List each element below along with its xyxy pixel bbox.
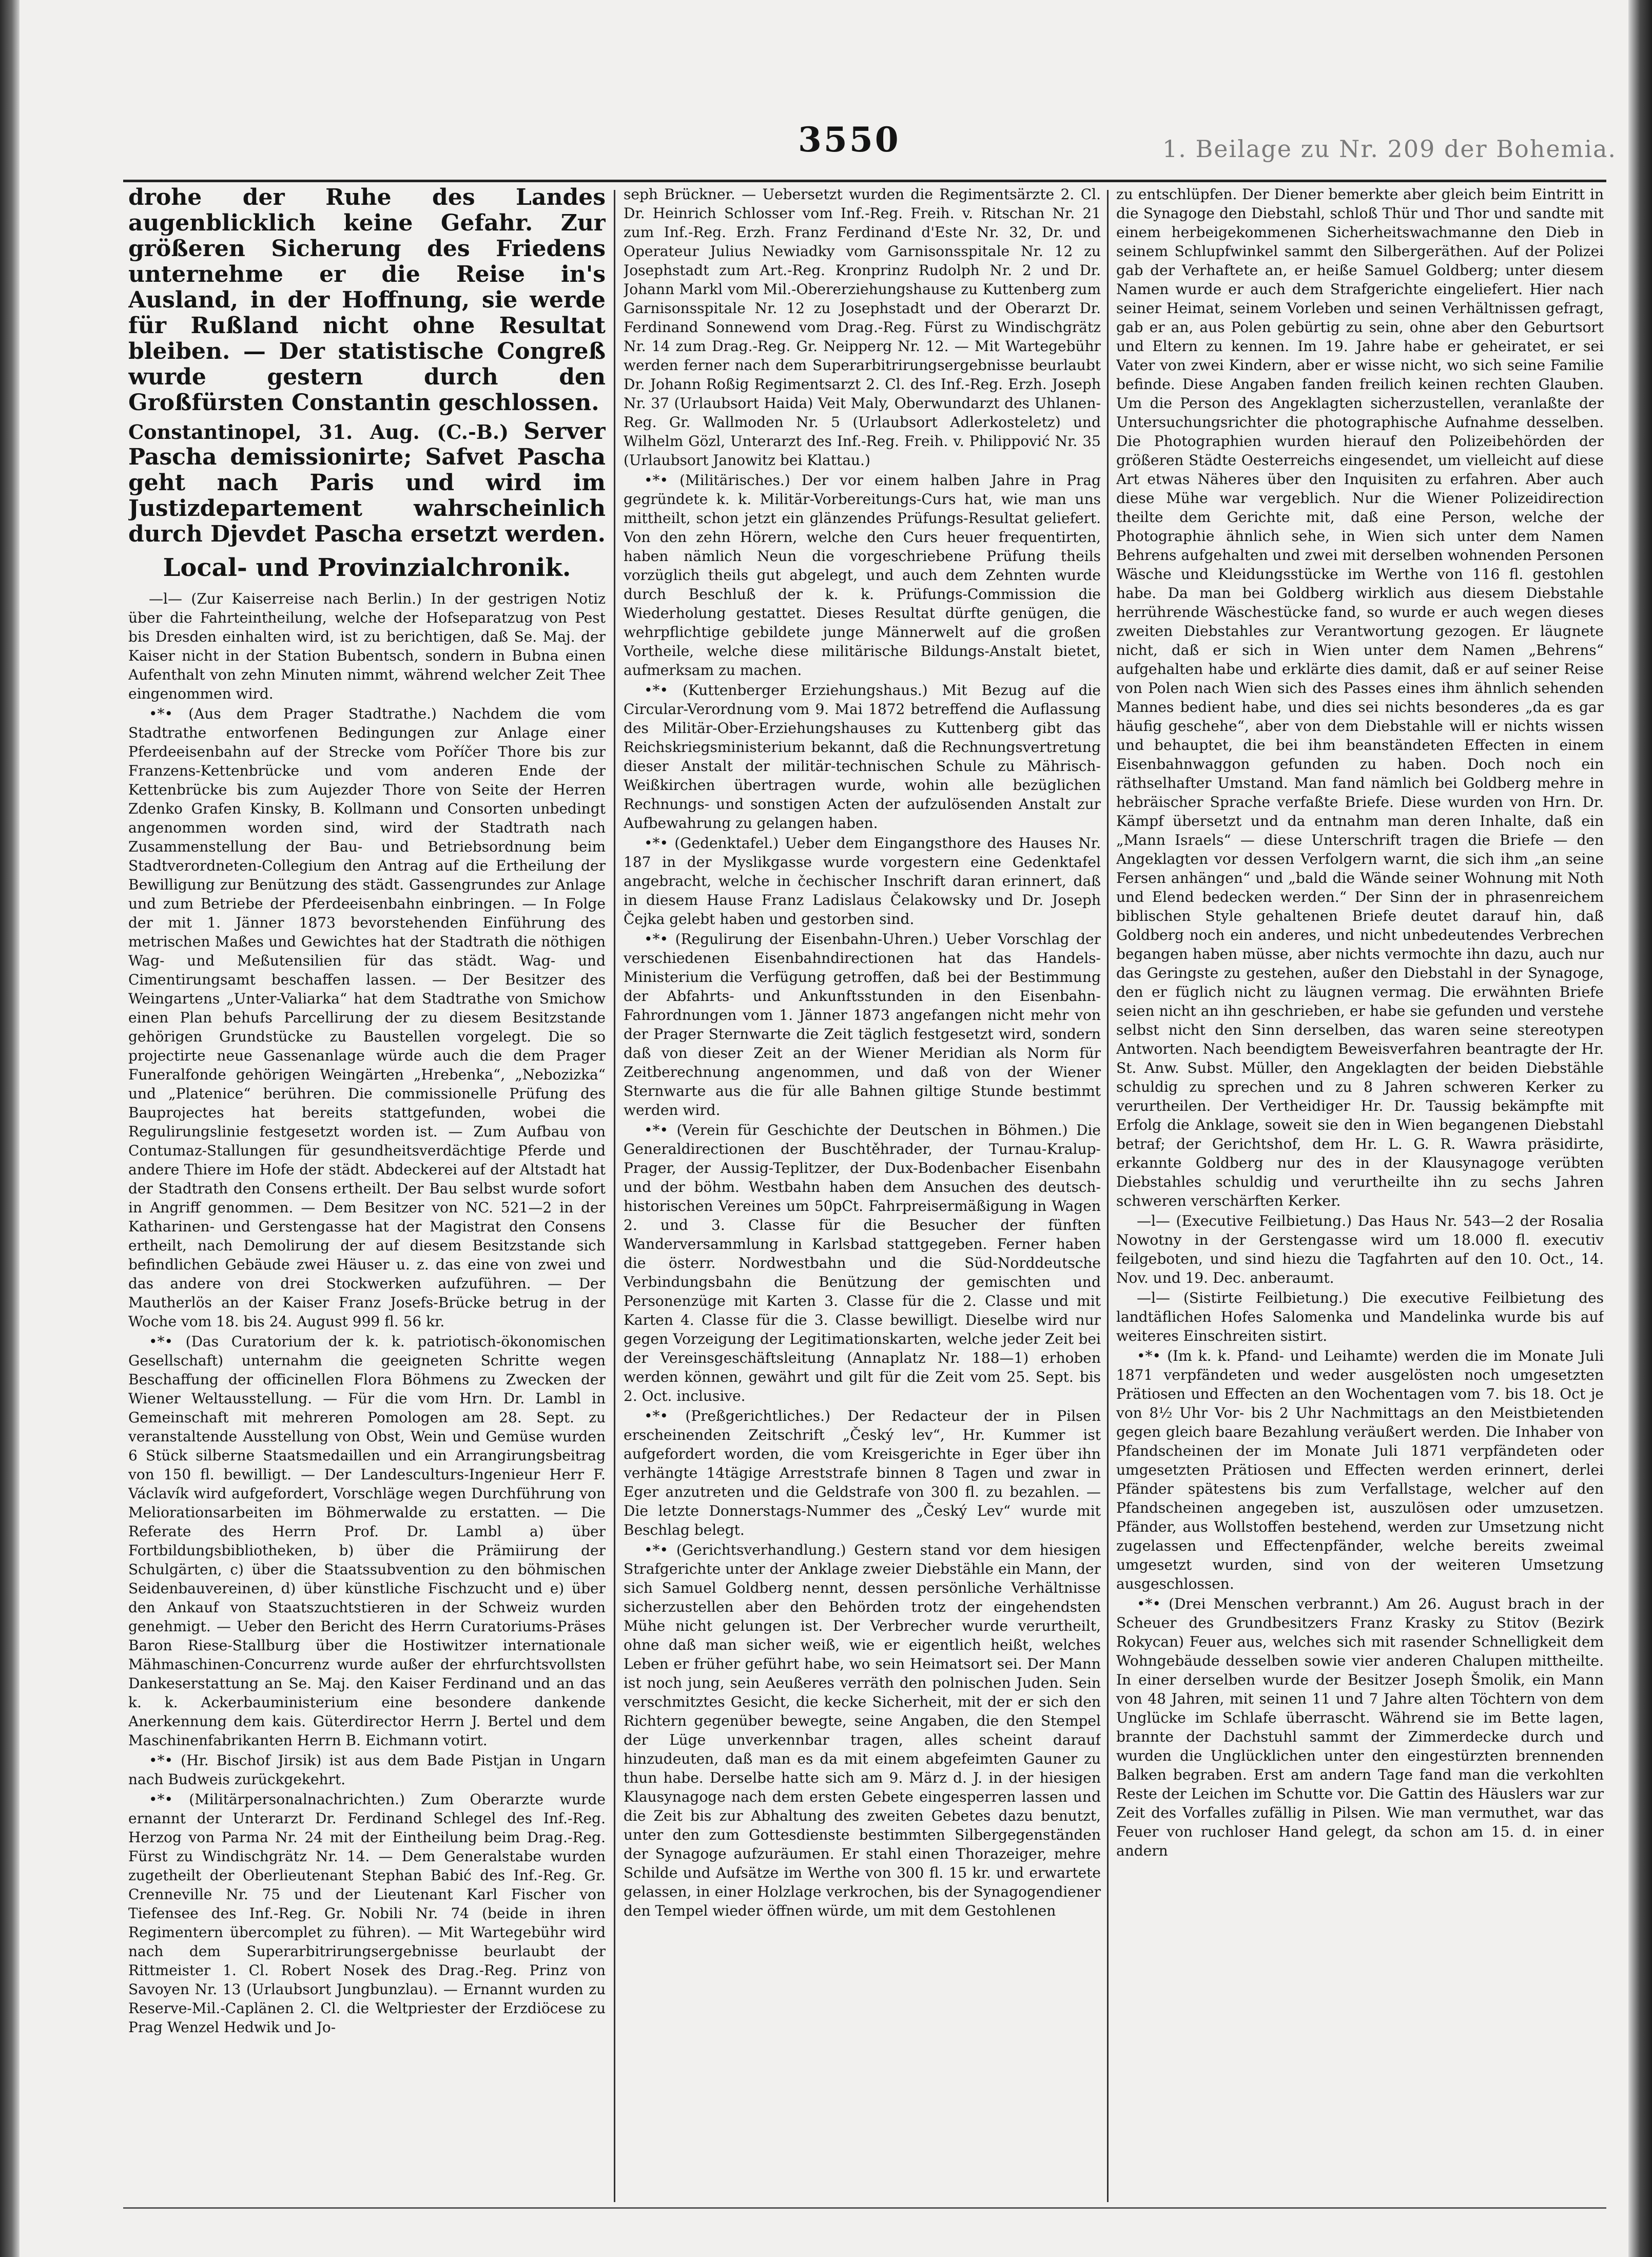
news-item: •*• (Militärisches.) Der vor einem halben Jahre in Prag gegründete k. k. Militär-Vorbereitungs-Curs hat, wie man uns mittheilt, schon jetzt ein glänzendes Prüfungs-Resultat geliefert. Von den zehn Hörern, welche den Curs heuer frequentirten, haben nämlich Neun die vorgeschriebene Prüfung theils vorzüglich theils gut abgelegt, und auch dem Zehnten wurde durch Beschluß der k. k. Prüfungs-Commission die Wiederholung gestattet. Dieses Resultat dürfte genügen, die wehrpflichtige gebildete junge Männerwelt auf die großen Vortheile, welche diese militärische Bildungs-Anstalt bietet, aufmerksam zu machen. [624,472,1101,679]
lead-paragraph: drohe der Ruhe des Landes augenblicklich keine Gefahr. Zur größeren Sicherung des Friedens unternehme er die Reise in's Ausland, in der Hoffnung, sie werde für Rußland nicht ohne Resultat bleiben. — Der statistische Congreß wurde gestern durch den Großfürsten Constantin geschlossen. [128,185,606,416]
header-rule [123,180,1606,182]
news-item: •*• (Das Curatorium der k. k. patriotisch-ökonomischen Gesellschaft) unternahm die geeigneten Schritte wegen Beschaffung der officinellen Flora Böhmens zu Zwecken der Wiener Weltausstellung. — Für die vom Hrn. Dr. Lambl in Gemeinschaft mit mehreren Pomologen am 28. Sept. zu veranstaltende Ausstellung von Obst, Wein und Gemüse wurden 6 Stück silberne Staatsmedaillen und ein Arrangirungsbeitrag von 150 fl. bewilligt. — Der Landesculturs-Ingenieur Herr F. Václavík wird aufgefordert, Vorschläge wegen Durchführung von Meliorationsarbeiten im Böhmerwalde zu erstatten. — Die Referate des Herrn Prof. Dr. Lambl a) über Fortbildungsbibliotheken, b) über die Prämiirung der Schulgärten, c) über die Staatssubvention zu den böhmischen Seidenbauvereinen, d) über künstliche Fischzucht und e) über den Ankauf von Staatszuchtstieren in der Schweiz wurden genehmigt. — Ueber den Bericht des Herrn Curatoriums-Präses Baron Riese-Stallburg über die Hostiwitzer internationale Mähmaschinen-Concurrenz wurde außer der ehrfurchtsvollsten Dankeserstattung an Se. Maj. den Kaiser Ferdinand und an das k. k. Ackerbauministerium eine besondere dankende Anerkennung dem kais. Güterdirector Herrn J. Bertel und dem Maschinenfabrikanten Herrn B. Eichmann votirt. [128,1333,606,1749]
news-item: seph Brückner. — Uebersetzt wurden die Regimentsärzte 2. Cl. Dr. Heinrich Schlosser vom Inf.-Reg. Freih. v. Ritschan Nr. 21 zum Inf.-Reg. Erzh. Franz Ferdinand d'Este Nr. 32, Dr. und Operateur Julius Newiadky vom Garnisonsspitale Nr. 12 zu Josephstadt zum Art.-Reg. Kronprinz Rudolph Nr. 2 und Dr. Johann Markl vom Mil.-Obererziehungshause zu Kuttenberg zum Garnisonsspitale Nr. 12 zu Josephstadt und der Oberarzt Dr. Ferdinand Sonnewend vom Drag.-Reg. Fürst zu Windischgrätz Nr. 14 zum Drag.-Reg. Gr. Neipperg Nr. 12. — Mit Wartegebühr werden ferner nach dem Superarbitrirungsergebnisse beurlaubt Dr. Johann Roßig Regimentsarzt 2. Cl. des Inf.-Reg. Erzh. Joseph Nr. 37 (Urlaubsort Haida) Veit Maly, Oberwundarzt des Uhlanen-Reg. Gr. Wallmoden Nr. 5 (Urlaubsort Adlerkosteletz) und Wilhelm Gözl, Unterarzt des Inf.-Reg. Freih. v. Philippović Nr. 35 (Urlaubsort Janowitz bei Klattau.) [624,186,1101,469]
news-item [128,419,606,547]
news-item: •*• (Preßgerichtliches.) Der Redacteur der in Pilsen erscheinenden Zeitschrift „Český lev“, Hr. Kummer ist aufgefordert worden, die vom Kreisgerichte in Eger über ihn verhängte 14tägige Arreststrafe binnen 8 Tagen und zwar in Eger anzutreten und die Geldstrafe von 300 fl. zu bezahlen. — Die letzte Donnerstags-Nummer des „Český Lev“ wurde mit Beschlag belegt. [624,1407,1101,1538]
mirrored-supplement-title: 1. Beilage zu Nr. 209 der Bohemia. [1162,135,1617,163]
news-item: zu entschlüpfen. Der Diener bemerkte aber gleich beim Eintritt in die Synagoge den Diebstahl, schloß Thür und Thor und sandte mit einem herbeigekommenen Sicherheitswachmanne den Dieb in seinem Schlupfwinkel sammt den Silbergeräthen. Auf der Polizei gab der Verhaftete an, er heiße Samuel Goldberg; unter diesem Namen wurde er auch dem Strafgerichte eingeliefert. Hier nach seiner Heimat, seinem Vorleben und seinen Verhältnissen gefragt, gab er an, aus Polen gebürtig zu sein, ohne aber den Geburtsort und Eltern zu kennen. Im 19. Jahre habe er geheiratet, er sei Vater von zwei Kindern, aber er wisse nicht, wo sich seine Familie befinde. Diese Angaben fanden freilich keinen rechten Glauben. Um die Person des Angeklagten sicherzustellen, veranlaßte der Untersuchungsrichter die photographische Aufnahme desselben. Die Photographien wurden hierauf den Polizeibehörden der größeren Städte Oesterreichs eingesendet, um vielleicht auf diese Art etwas Näheres über den Inquisiten zu erfahren. Aber auch diese Mühe war vergeblich. Nur die Wiener Polizeidirection theilte dem Gerichte mit, daß eine Person, welche der Photographie ähnlich sehe, in Wien sich unter dem Namen Behrens aufgehalten und zwei mit derselben wohnenden Personen Wäsche und Kleidungsstücke im Werthe von 116 fl. gestohlen habe. Da man bei Goldberg wirklich aus diesem Diebstahle herrührende Wäschestücke fand, so wurde er auch wegen dieses zweiten Diebstahles zur Verantwortung gezogen. Er läugnete nicht, daß er sich in Wien unter dem Namen „Behrens“ aufgehalten habe und erklärte dies damit, daß er auf seiner Reise von Polen nach Wien sich des Passes eines ihm ähnlich sehenden Mannes bedient habe, und dies sei nichts besonderes „da es gar häufig geschehe“, aber von dem Diebstahle will er nichts wissen und behauptet, die bei ihm beanständeten Effecten in einem Eisenbahnwaggon gefunden zu haben. Doch noch ein räthselhafter Umstand. Man fand nämlich bei Goldberg mehre in hebräischer Sprache verfaßte Briefe. Diese wurden von Hrn. Dr. Kämpf übersetzt und da entnahm man deren Inhalte, daß ein „Mann Israels“ — diese Unterschrift tragen die Briefe — den Angeklagten vor dessen Verfolgern warnt, die sich ihm „an seine Fersen anhängen“ und „bald die Wände seiner Wohnung mit Noth und Elend bedecken werden.“ Der Sinn der in phrasenreichem biblischen Style gehaltenen Briefe deutet darauf hin, daß Goldberg noch ein anderes, und nicht unbedeutendes Verbrechen begangen haben müsse, aber nichts vermochte ihn dazu, auch nur das Geringste zu gestehen, außer den Diebstahl in der Synagoge, den er füglich nicht zu läugnen vermag. Die erwähnten Briefe seien nicht an ihn geschrieben, er habe sie gefunden und verstehe selbst nicht den Sinn derselben, das waren seine stereotypen Antworten. Nach beendigtem Beweisverfahren beantragte der Hr. St. Anw. Subst. Müller, den Angeklagten der beiden Diebstähle schuldig zu sprechen und zu 8 Jahren schweren Kerker zu verurtheilen. Der Vertheidiger Hr. Dr. Taussig bekämpfte mit Erfolg die Anklage, soweit sie den in Wien begangenen Diebstahl betraf; der Gerichtshof, dem Hr. L. G. R. Wawra präsidirte, erkannte Goldberg nur des in der Klausynagoge verübten Diebstahles schuldig und verurtheilte ihn zu sechs Jahren schweren verschärften Kerker. [1116,186,1604,1209]
text-columns [128,185,1606,2207]
page-number: 3550 [798,120,901,160]
news-item: •*• (Gedenktafel.) Ueber dem Eingangsthore des Hauses Nr. 187 in der Myslikgasse wurde vorgestern eine Gedenktafel angebracht, welche in čechischer Inschrift daran erinnert, daß in diesem Hause Franz Ladislaus Čelakowsky und Dr. Joseph Čejka gelebt haben und gestorben sind. [624,835,1101,928]
news-item: •*• (Im k. k. Pfand- und Leihamte) werden die im Monate Juli 1871 verpfändeten und weder ausgelösten noch umgesetzten Prätiosen und Effecten an den Wochentagen vom 7. bis 18. Oct je von 8½ Uhr Vor- bis 2 Uhr Nachmittags an den Meistbietenden gegen gleich baare Bezahlung veräußert werden. Die Inhaber von Pfandscheinen der im Monate Juli 1871 verpfändeten oder umgesetzten Prätiosen und Effecten werden erinnert, derlei Pfänder spätestens bis zum Verfallstage, welcher auf den Pfandscheinen angegeben ist, auszulösen oder umzusetzen. Pfänder, aus Wollstoffen bestehend, werden zur Umsetzung nicht zugelassen und Effectenpfänder, welche bereits zweimal umgesetzt wurden, sind von der weiteren Umsetzung ausgeschlossen. [1116,1347,1604,1592]
section-title: Local- und Provinzialchronik. [163,553,571,582]
bottom-rule [123,2207,1606,2209]
news-item: •*• (Regulirung der Eisenbahn-Uhren.) Ueber Vorschlag der verschiedenen Eisenbahndirectionen hat das Handels-Ministerium die Verfügung getroffen, daß bei der Bestimmung der Abfahrts- und Ankunftsstunden in den Eisenbahn-Fahrordnungen vom 1. Jänner 1873 angefangen nicht mehr von der Prager Sternwarte die Zeit täglich festgesetzt wird, sondern daß von dieser Zeit an der Wiener Meridian als Norm für Zeitberechnung angenommen, und daß von der Wiener Sternwarte aus die für alle Bahnen giltige Stunde bestimmt werden wird. [624,931,1101,1118]
news-item: —l— (Zur Kaiserreise nach Berlin.) In der gestrigen Notiz über die Fahrteintheilung, welche der Hofseparatzug von Pest bis Dresden einhalten wird, ist zu berichtigen, daß Se. Maj. der Kaiser nicht in der Station Bubentsch, sondern in Bubna einen Aufenthalt von zehn Minuten nimmt, während welcher Zeit Thee eingenommen wird. [128,590,606,702]
news-item: —l— (Sistirte Feilbietung.) Die executive Feilbietung des landtäflichen Hofes Salomenka und Mandelinka wurde bis auf weiteres Einschreiten sistirt. [1116,1289,1604,1344]
news-item: •*• (Drei Menschen verbrannt.) Am 26. August brach in der Scheuer des Grundbesitzers Franz Krasky zu Stitov (Bezirk Rokycan) Feuer aus, welches sich mit rasender Schnelligkeit dem Wohngebäude desselben sowie vier anderen Chalupen mittheilte. In einer derselben wurde der Besitzer Joseph Šmolik, ein Mann von 48 Jahren, mit seinen 11 und 7 Jahre alten Töchtern von dem Unglücke im Schlafe überrascht. Während sie im Bette lagen, brannte der Dachstuhl sammt der Zimmerdecke durch und wurden die Unglücklichen unter den eingestürzten brennenden Balken begraben. Erst am andern Tage fand man die verkohlten Reste der Leichen im Schutte vor. Die Gattin des Häuslers war zur Zeit des Vorfalles zufällig in Pilsen. Wie man vermuthet, war das Feuer von ruchloser Hand gelegt, da schon am 15. d. in einer andern [1116,1595,1604,1859]
news-item: •*• (Verein für Geschichte der Deutschen in Böhmen.) Die Generaldirectionen der Buschtěhrader, der Turnau-Kralup-Prager, der Aussig-Teplitzer, der Dux-Bodenbacher Eisenbahn und der böhm. Westbahn haben dem Ansuchen des deutsch-historischen Vereines um 50pCt. Fahrpreisermäßigung in Wagen 2. und 3. Classe für die Besucher der fünften Wanderversammlung in Karlsbad stattgegeben. Ferner haben die österr. Nordwestbahn und die Süd-Norddeutsche Verbindungsbahn die Benützung der gemischten und Personenzüge mit Karten 3. Classe für die 2. Classe und mit Karten 4. Classe für die 3. Classe bewilligt. Dieselbe wird nur gegen Vorzeigung der Legitimationskarten, welche jeder Zeit bei der Vereinsgeschäftsleitung (Annaplatz Nr. 188—1) erhoben werden können, gewährt und gilt für die Zeit vom 25. Sept. bis 2. Oct. inclusive. [624,1122,1101,1404]
news-item: •*• (Militärpersonalnachrichten.) Zum Oberarzte wurde ernannt der Unterarzt Dr. Ferdinand Schlegel des Inf.-Reg. Herzog von Parma Nr. 24 mit der Eintheilung beim Drag.-Reg. Fürst zu Windischgrätz Nr. 14. — Dem Generalstabe wurden zugetheilt der Oberlieutenant Stephan Babić des Inf.-Reg. Gr. Crenneville Nr. 75 und der Lieutenant Karl Fischer von Tiefensee des Inf.-Reg. Gr. Nobili Nr. 74 (beide in ihren Regimentern übercomplet zu führen). — Mit Wartegebühr wird nach dem Superarbitrirungsergebnisse beurlaubt der Rittmeister 1. Cl. Robert Nosek des Drag.-Reg. Prinz von Savoyen Nr. 13 (Urlaubsort Jungbunzlau). — Ernannt wurden zu Reserve-Mil.-Caplänen 2. Cl. die Weltpriester der Erzdiöcese zu Prag Wenzel Hedwik und Jo- [128,1791,606,2036]
column-divider [614,190,615,2202]
column-1 [128,185,606,2202]
page-header [128,115,1617,172]
news-item: •*• (Gerichtsverhandlung.) Gestern stand vor dem hiesigen Strafgerichte unter der Anklage zweier Diebstähle ein Mann, der sich Samuel Goldberg nennt, dessen persönliche Verhältnisse sicherzustellen aber den Behörden trotz der eingehendsten Mühe nicht gelungen ist. Der Verbrecher wurde verurtheilt, ohne daß man sicher weiß, wie er eigentlich heißt, welches Leben er früher geführt habe, wo sein Heimatsort sei. Der Mann ist noch jung, sein Aeußeres verräth den polnischen Juden. Sein verschmitztes Gesicht, die kecke Sicherheit, mit der er sich den Richtern gegenüber bewegte, seine Angaben, die den Stempel der Lüge unverkennbar tragen, alles scheint darauf hinzudeuten, daß man es da mit einem abgefeimten Gauner zu thun habe. Derselbe hatte sich am 9. März d. J. in der hiesigen Klausynagoge nach dem ersten Gebete eingesperren lassen und die Zeit bis zur Abhaltung des zweiten Gebetes dazu benutzt, unter den zum Gottesdienste bestimmten Silbergegenständen der Synagoge aufzuräumen. Er stahl einen Thorazeiger, mehre Schilde und Aufsätze im Werthe von 300 fl. 15 kr. und erwartete gelassen, in einer Holzlage verkrochen, bis der Synagogendiener den Tempel wieder öffnen würde, um mit dem Gestohlenen [624,1541,1101,1919]
news-item: •*• (Aus dem Prager Stadtrathe.) Nachdem die vom Stadtrathe entworfenen Bedingungen zur Anlage einer Pferdeeisenbahn auf der Strecke vom Poříčer Thore bis zur Franzens-Kettenbrücke und vom anderen Ende der Kettenbrücke bis zum Aujezder Thore von Seite der Herren Zdenko Grafen Kinsky, B. Kollmann und Consorten unbedingt angenommen worden sind, wird der Stadtrath nach Zusammenstellung der Bau- und Betriebsordnung beim Stadtverordneten-Collegium den Antrag auf die Ertheilung der Bewilligung zur Benützung des städt. Gassengrundes zur Anlage und zum Betriebe der Pferdeeisenbahn einbringen. — In Folge der mit 1. Jänner 1873 bevorstehenden Einführung des metrischen Maßes und Gewichtes hat der Stadtrath die nöthigen Wag- und Meßutensilien für das städt. Wag- und Cimentirungsamt beschaffen lassen. — Der Besitzer des Weingartens „Unter-Valiarka“ hat dem Stadtrathe von Smichow einen Plan behufs Parcellirung der zu diesem Besitzstande gehörigen Grundstücke zu Baustellen vorgelegt. Die so projectirte neue Gassenanlage würde auch die dem Prager Funeralfonde gehörigen Weingärten „Hrebenka“, „Nebozizka“ und „Platenice“ berühren. Die commissionelle Prüfung des Bauprojectes hat bereits stattgefunden, wobei die Regulirungslinie festgesetzt worden ist. — Zum Aufbau von Contumaz-Stallungen für gesundheitsverdächtige Pferde und andere Thiere im Hofe der städt. Abdeckerei auf der Altstadt hat der Stadtrath den Consens ertheilt. Der Bau selbst wurde sofort in Angriff genommen. — Dem Besitzer von NC. 521—2 in der Katharinen- und Gerstengasse hat der Magistrat den Consens ertheilt, nach Demolirung der auf diesem Besitzstande sich befindlichen Gebäude zwei Häuser u. z. das eine von zwei und das andere von drei Stockwerken aufzuführen. — Der Mautherlös an der Kaiser Franz Josefs-Brücke betrug in der Woche vom 18. bis 24. August 999 fl. 56 kr. [128,705,606,1330]
column-divider [1107,190,1109,2202]
scan-edge-left [0,0,20,2257]
news-item: —l— (Executive Feilbietung.) Das Haus Nr. 543—2 der Rosalia Nowotny in der Gerstengasse wird um 18.000 fl. executiv feilgeboten, und sind hiezu die Tagfahrten auf den 10. Oct., 14. Nov. und 19. Dec. anberaumt. [1116,1212,1604,1286]
dateline: Constantinopel, 31. Aug. (C.-B.) [128,420,509,443]
news-item: •*• (Kuttenberger Erziehungshaus.) Mit Bezug auf die Circular-Verordnung vom 9. Mai 1872 betreffend die Auflassung des Militär-Ober-Erziehungshauses zu Kuttenberg gibt das Reichskriegsministerium bekannt, daß die Rechnungsvertretung dieser Anstalt der militär-technischen Schule zu Mährisch-Weißkirchen übertragen wurde, wohin alle bezüglichen Rechnungs- und sonstigen Acten der aufzulösenden Anstalt zur Aufbewahrung zu gelangen haben. [624,682,1101,832]
column-3 [1116,185,1604,2202]
column-2 [624,185,1101,2202]
news-text: Server Pascha demissionirte; Safvet Pascha geht nach Paris und wird im Justizdepartement wahrscheinlich durch Djevdet Pascha ersetzt werden. [128,418,606,547]
news-item: •*• (Hr. Bischof Jirsik) ist aus dem Bade Pistjan in Ungarn nach Budweis zurückgekehrt. [128,1752,606,1788]
scan-edge-right [1628,0,1652,2257]
